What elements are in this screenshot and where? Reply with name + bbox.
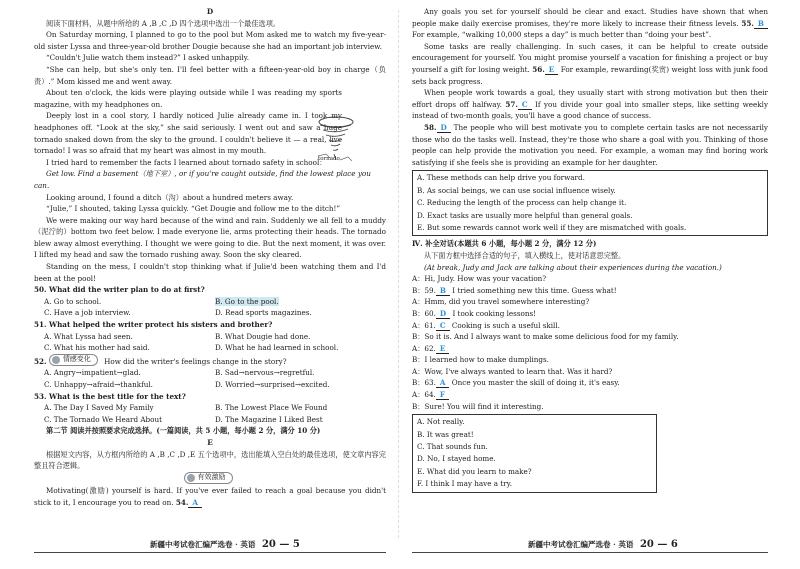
option-b[interactable]: B. What Dougie had done. xyxy=(215,331,311,341)
dialogue-line xyxy=(412,285,768,297)
answer-blank[interactable]: B xyxy=(436,286,450,296)
option-b[interactable] xyxy=(215,296,386,308)
question-52-number: 52. xyxy=(34,356,47,366)
question-53-options-2 xyxy=(34,414,386,426)
paragraph-text: If you divide your goal into smaller steps, like setting weekly instead of two-month goals, you'll have a good chance of success. xyxy=(412,99,769,121)
box-option: C. That sounds fun. xyxy=(417,442,488,452)
footer-rule xyxy=(34,552,386,553)
dialogue-line: A：Hmm, did you travel somewhere interesting? xyxy=(412,297,590,307)
line-prefix: A：62. xyxy=(412,343,436,353)
box-option: E. What did you learn to make? xyxy=(417,466,532,476)
paragraph-text: For example, rewarding(奖赏) weight loss with junk food sets back progress. xyxy=(412,64,768,86)
box-option: C. Reducing the length of the process can help change it. xyxy=(417,198,627,208)
footer-rule xyxy=(412,552,768,553)
passage-e-paragraph xyxy=(34,485,386,508)
paragraph-text: For example, “walking 10,000 steps a day” is much better than “doing your best”. xyxy=(412,30,712,40)
question-52-options-2 xyxy=(34,379,386,391)
box-option: A. Not really. xyxy=(417,417,465,427)
dialogue-line xyxy=(412,389,768,401)
passage-d-paragraph: About ten o'clock, the kids were playing outside while I was reading my sports magazine, with my headphones on. xyxy=(34,88,342,109)
question-57-number: 57. xyxy=(505,99,518,109)
topic-tag xyxy=(184,472,233,484)
tag-label: 情感变化 xyxy=(62,355,91,364)
question-53-stem: 53. What is the best title for the text? xyxy=(34,391,186,401)
option-a[interactable]: A. Angry→impatient→glad. xyxy=(44,368,141,378)
paragraph-text: The people who will best motivate you to complete certain tasks are not necessarily those who do the tasks well. Instead, they're those who share a goal with you. Thinking of those people can help provide the motivation you need. For example, a woman may find boring work satisfying if she feels she is providing an example for her daughter. xyxy=(412,122,768,167)
line-prefix: B：60. xyxy=(412,308,436,318)
question-51-options-2 xyxy=(34,342,386,354)
paragraph-text: Any goals you set for yourself should be clear and exact. Studies have shown that when people make daily exercise promises, they're more likely to increase their fitness levels. xyxy=(412,7,768,28)
section-e-tag-row xyxy=(34,472,386,486)
answer-blank[interactable]: D xyxy=(437,123,451,133)
page-number: 20 — 5 xyxy=(261,539,300,550)
options-box-e xyxy=(412,170,768,236)
dialogue-line: A：Hi, Judy. How was your vacation? xyxy=(412,274,547,284)
question-56-number: 56. xyxy=(532,64,545,74)
option-c[interactable]: C. The Tornado We Heard About xyxy=(44,414,163,424)
section-4-instruction: 从下面方框中选择合适的句子，填入横线上，使对话意思完整。 xyxy=(424,250,626,260)
option-d[interactable]: D. The Magazine I Liked Best xyxy=(215,414,323,424)
option-d[interactable]: D. Worried→surprised→excited. xyxy=(215,380,330,389)
tag-label: 有效激励 xyxy=(197,472,226,481)
answer-blank[interactable]: D xyxy=(436,309,450,319)
tag-icon xyxy=(187,474,195,482)
left-footer xyxy=(150,539,300,550)
passage-e-paragraph xyxy=(412,87,768,122)
passage-d-paragraph: On Saturday morning, I planned to go to the pool but Mom asked me to watch my five-year-old sister Lyssa and three-year-old brother Dougie because she had an important job interview. xyxy=(34,30,386,51)
passage-e-paragraph xyxy=(412,6,768,41)
dialogue-line: A：Wow, I've always wanted to learn that. Was it hard? xyxy=(412,366,613,376)
passage-e-text: Motivating(激励) yourself is hard. If you've ever failed to reach a goal because you didn't stick to it, I encourage you to read on. xyxy=(34,486,386,507)
option-b-highlight: B. Go to the pool. xyxy=(215,296,279,306)
line-prefix: B：63. xyxy=(412,378,436,388)
paragraph-text: Some tasks are really challenging. In such cases, it can be helpful to create outside encouragement for yourself. You might promise yourself a vacation for finishing a project or buy yourself a gift for losing weight. xyxy=(412,41,768,74)
answer-blank[interactable]: A xyxy=(436,378,450,388)
option-a[interactable]: A. The Day I Saved My Family xyxy=(44,403,154,413)
passage-d-paragraph: Looking around, I found a ditch（沟）about a hundred meters away. xyxy=(46,192,294,202)
part-two-heading: 第二节 阅读并按照要求完成选择。(一篇阅读，共 5 小题，每小题 2 分，满分 10 分) xyxy=(46,426,321,436)
option-d[interactable]: D. What he had learned in school. xyxy=(215,343,339,353)
option-d[interactable]: D. Read sports magazines. xyxy=(215,308,312,318)
left-page xyxy=(34,6,386,509)
answer-blank[interactable]: C xyxy=(518,100,532,110)
answer-blank[interactable]: C xyxy=(436,321,450,331)
passage-d-paragraph: Standing on the mess, I couldn't stop thinking what if Julie'd been watching them and I'd been at the pool! xyxy=(34,262,386,283)
dialogue-line: B：I learned how to make dumplings. xyxy=(412,355,549,365)
passage-d-paragraph: “Couldn't Julie watch them instead?” I asked unhappily. xyxy=(46,53,249,63)
dialogue-line xyxy=(412,377,768,389)
line-prefix: A：64. xyxy=(412,390,436,400)
tornado-caption: tornado xyxy=(318,156,340,162)
line-prefix: B：59. xyxy=(412,285,436,295)
dialogue-line: B：So it is. And I always want to make some delicious food for my family. xyxy=(412,332,679,342)
passage-e-paragraph xyxy=(412,122,768,168)
option-c[interactable]: C. Unhappy→afraid→thankful. xyxy=(44,380,153,389)
question-53-options xyxy=(34,402,386,414)
question-51-options xyxy=(34,331,386,343)
box-option: F. I think I may have a try. xyxy=(417,479,513,489)
passage-e-paragraph xyxy=(412,41,768,87)
passage-d-paragraph: “Julie,” I shouted, taking Lyssa quickly. “Get Dougie and follow me to the ditch!” xyxy=(46,204,341,214)
dialogue-line xyxy=(412,308,768,320)
options-box-dialogue xyxy=(412,414,657,492)
option-a[interactable]: A. What Lyssa had seen. xyxy=(44,331,133,341)
question-54-number: 54. xyxy=(175,497,189,507)
paragraph-text: When people work towards a goal, they usually start with strong motivation but then their effort drops off halfway. xyxy=(412,88,768,109)
page-number: 20 — 6 xyxy=(639,539,678,550)
passage-d-paragraph: I tried hard to remember the facts I learned about tornado safety in school： xyxy=(46,157,327,167)
option-b[interactable]: B. Sad→nervous→regretful. xyxy=(215,368,315,378)
passage-d-paragraph: “She can help, but she's only ten. I'll feel better with a fifteen-year-old boy in charge（负责）.” Mom kissed me and went away. xyxy=(34,64,386,86)
section-e-instruction: 根据短文内容，从方框内所给的 A ,B ,C ,D ,E 五个选项中，选出能填入空白处的最佳选项，使文章内容完整且符合逻辑。 xyxy=(34,449,386,471)
section-4-heading: Ⅳ. 补全对话(本题共 6 小题，每小题 2 分，满分 12 分) xyxy=(412,239,597,249)
option-a[interactable]: A. Go to school. xyxy=(44,296,102,306)
question-52-stem xyxy=(34,354,386,368)
dialogue-line: B：Sure! You will find it interesting. xyxy=(412,401,544,411)
box-option: B. It was great! xyxy=(417,429,474,439)
question-50-options-2 xyxy=(34,307,386,319)
answer-blank[interactable]: A xyxy=(188,498,202,508)
answer-blank[interactable]: F xyxy=(436,390,449,400)
box-option: B. As social beings, we can use social influence wisely. xyxy=(417,185,616,195)
footer-title: 新疆中考试卷汇编严选卷 · 英语 xyxy=(150,540,256,549)
line-text: I tried something new this time. Guess what! xyxy=(452,285,617,295)
line-text: Once you master the skill of doing it, it's easy. xyxy=(451,378,620,388)
question-58-number: 58. xyxy=(424,122,437,132)
box-option: D. Exact tasks are usually more helpful than general goals. xyxy=(417,210,633,220)
question-50-options xyxy=(34,296,386,308)
right-page xyxy=(412,6,768,495)
option-c[interactable]: C. Have a job interview. xyxy=(44,308,131,318)
box-option: A. These methods can help drive you forward. xyxy=(417,173,585,183)
dialogue-line xyxy=(412,320,768,332)
dialogue-context: (At break, Judy and Jack are talking about their experiences during the vacation.) xyxy=(424,262,722,272)
answer-blank[interactable]: E xyxy=(545,65,558,75)
tag-icon xyxy=(52,356,60,364)
safety-rule: Get low. Find a basement（地下室）, or if you're caught outside, find the lowest place you can. xyxy=(34,169,371,190)
line-text: Cooking is such a useful skill. xyxy=(451,320,560,330)
line-prefix: A：61. xyxy=(412,320,436,330)
section-e-heading: E xyxy=(207,437,213,447)
question-55-number: 55. xyxy=(741,18,754,28)
page-divider xyxy=(398,10,399,538)
passage-d-paragraph: Deeply lost in a cool story, I hardly noticed Julie already came in. I took my headphones off. “Look at the sky,” she said seriously. I went out and saw a huge tornado snaked down from the sky to the ground. I couldn't believe it — a real, live tornado! I was so afraid that my heart was almost in my mouth. xyxy=(34,111,342,156)
question-52-options xyxy=(34,367,386,379)
section-d-instruction: 阅读下面材料，从题中所给的 A ,B ,C ,D 四个选项中选出一个最佳选项。 xyxy=(46,18,281,28)
topic-tag xyxy=(49,354,98,366)
answer-blank[interactable]: B xyxy=(754,19,768,29)
question-50-stem: 50. What did the writer plan to do at first? xyxy=(34,285,205,295)
question-52-text: How did the writer's feelings change in the story? xyxy=(104,356,287,366)
option-c[interactable]: C. What his mother had said. xyxy=(44,343,150,353)
answer-blank[interactable]: E xyxy=(436,344,449,354)
footer-title: 新疆中考试卷汇编严选卷 · 英语 xyxy=(528,540,634,549)
question-51-stem: 51. What helped the writer protect his sisters and brother? xyxy=(34,320,273,330)
right-footer xyxy=(528,539,678,550)
box-option: D. No, I stayed home. xyxy=(417,454,496,464)
line-text: I took cooking lessons! xyxy=(452,308,537,318)
section-d-heading: D xyxy=(206,7,214,16)
box-option: E. But some rewards cannot work well if they are mismatched with goals. xyxy=(417,222,687,232)
option-b[interactable]: B. The Lowest Place We Found xyxy=(215,403,328,413)
passage-d-paragraph: We were making our way hard because of the wind and rain. Suddenly we all fell to a muddy（泥泞的）bottom two feet below. I made everyone lie, arms protecting their heads. The tornado blew away almost everything. I thought we were going to die. But the next moment, it was over. I lifted my head and saw the tornado rushing away. Soon the sky cleared. xyxy=(34,215,386,260)
dialogue-line xyxy=(412,343,768,355)
